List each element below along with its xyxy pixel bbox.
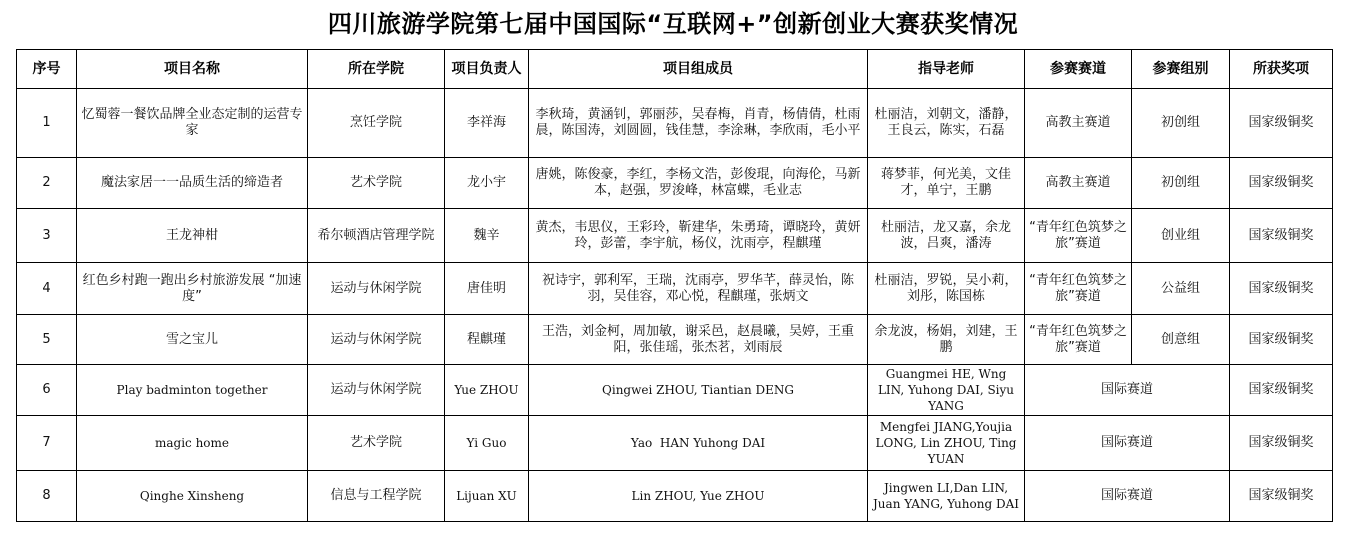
cell-leader: 程麒瑾	[445, 315, 529, 365]
cell-college: 艺术学院	[308, 416, 445, 471]
cell-advisors: Mengfei JIANG,Youjia LONG, Lin ZHOU, Ting YUAN	[868, 416, 1025, 471]
cell-project: magic home	[77, 416, 308, 471]
table-row	[17, 416, 1333, 471]
header-track: 参赛赛道	[1025, 50, 1132, 89]
cell-no: 8	[17, 471, 77, 522]
cell-award: 国家级铜奖	[1230, 263, 1333, 315]
cell-track: “青年红色筑梦之旅”赛道	[1025, 315, 1132, 365]
cell-advisors: 杜丽洁，刘朝文，潘静，王良云，陈实，石磊	[868, 89, 1025, 158]
table-row	[17, 209, 1333, 263]
cell-members: 李秋琦，黄涵钊，郭丽莎，吴春梅，肖青，杨倩倩，杜雨晨，陈国涛，刘圆圆，钱佳慧，李涂琳，李欣雨，毛小平	[529, 89, 868, 158]
cell-college: 烹饪学院	[308, 89, 445, 158]
cell-college: 信息与工程学院	[308, 471, 445, 522]
cell-college: 希尔顿酒店管理学院	[308, 209, 445, 263]
header-advisors: 指导老师	[868, 50, 1025, 89]
cell-award: 国家级铜奖	[1230, 158, 1333, 209]
cell-college: 艺术学院	[308, 158, 445, 209]
cell-track: “青年红色筑梦之旅”赛道	[1025, 263, 1132, 315]
cell-no: 7	[17, 416, 77, 471]
cell-group: 初创组	[1132, 158, 1230, 209]
cell-college: 运动与休闲学院	[308, 365, 445, 416]
cell-track: 高教主赛道	[1025, 89, 1132, 158]
cell-leader: Yi Guo	[445, 416, 529, 471]
cell-members: 唐姚，陈俊豪，李红，李杨文浩，彭俊琨，向海伦，马新本，赵强，罗浚峰，林富蝶，毛业志	[529, 158, 868, 209]
cell-track: 高教主赛道	[1025, 158, 1132, 209]
header-college: 所在学院	[308, 50, 445, 89]
table-row	[17, 89, 1333, 158]
cell-no: 5	[17, 315, 77, 365]
cell-project: Play badminton together	[77, 365, 308, 416]
cell-members: Qingwei ZHOU, Tiantian DENG	[529, 365, 868, 416]
cell-group: 公益组	[1132, 263, 1230, 315]
table-row	[17, 471, 1333, 522]
cell-project: Qinghe Xinsheng	[77, 471, 308, 522]
cell-award: 国家级铜奖	[1230, 209, 1333, 263]
cell-project: 王龙神柑	[77, 209, 308, 263]
cell-award: 国家级铜奖	[1230, 471, 1333, 522]
table-row	[17, 315, 1333, 365]
cell-leader: Yue ZHOU	[445, 365, 529, 416]
cell-leader: 龙小宇	[445, 158, 529, 209]
cell-award: 国家级铜奖	[1230, 315, 1333, 365]
cell-project: 忆蜀蓉一餐饮品牌全业态定制的运营专家	[77, 89, 308, 158]
cell-members: 祝诗宇，郭利军，王瑞，沈雨亭，罗华芊，薛灵怡，陈羽，吴佳容，邓心悦，程麒瑾，张炳文	[529, 263, 868, 315]
header-leader: 项目负责人	[445, 50, 529, 89]
cell-no: 3	[17, 209, 77, 263]
table-row	[17, 365, 1333, 416]
cell-college: 运动与休闲学院	[308, 263, 445, 315]
header-members: 项目组成员	[529, 50, 868, 89]
cell-leader: 唐佳明	[445, 263, 529, 315]
cell-project: 雪之宝儿	[77, 315, 308, 365]
table-header-row	[17, 50, 1333, 89]
cell-award: 国家级铜奖	[1230, 365, 1333, 416]
awards-table	[16, 49, 1333, 522]
header-group: 参赛组别	[1132, 50, 1230, 89]
cell-leader: 李祥海	[445, 89, 529, 158]
cell-group: 初创组	[1132, 89, 1230, 158]
cell-track: 国际赛道	[1025, 416, 1230, 471]
cell-award: 国家级铜奖	[1230, 416, 1333, 471]
cell-advisors: Guangmei HE, Wng LIN, Yuhong DAI, Siyu YANG	[868, 365, 1025, 416]
cell-project: 红色乡村跑一跑出乡村旅游发展 “加速度”	[77, 263, 308, 315]
cell-advisors: 杜丽洁，罗锐，吴小莉，刘彤，陈国栋	[868, 263, 1025, 315]
header-no: 序号	[17, 50, 77, 89]
cell-group: 创意组	[1132, 315, 1230, 365]
cell-advisors: 余龙波，杨娟，刘建，王鹏	[868, 315, 1025, 365]
cell-group: 创业组	[1132, 209, 1230, 263]
cell-no: 4	[17, 263, 77, 315]
header-project: 项目名称	[77, 50, 308, 89]
cell-track: “青年红色筑梦之旅”赛道	[1025, 209, 1132, 263]
cell-no: 1	[17, 89, 77, 158]
cell-advisors: 蒋梦菲，何光美，文佳才，单宁，王鹏	[868, 158, 1025, 209]
cell-members: 黄杰，韦思仪，王彩玲，靳建华，朱勇琦，谭晓玲，黄妍玲，彭蕾，李宇航，杨仪，沈雨亭，程麒瑾	[529, 209, 868, 263]
cell-college: 运动与休闲学院	[308, 315, 445, 365]
cell-track: 国际赛道	[1025, 365, 1230, 416]
cell-leader: 魏辛	[445, 209, 529, 263]
page-title: 四川旅游学院第七届中国国际“互联网+”创新创业大赛获奖情况	[327, 10, 1019, 38]
header-award: 所获奖项	[1230, 50, 1333, 89]
cell-project: 魔法家居一一品质生活的缔造者	[77, 158, 308, 209]
cell-advisors: 杜丽洁，龙又嘉，余龙波，吕爽，潘涛	[868, 209, 1025, 263]
cell-members: 王浩，刘金柯，周加敏，谢采邑，赵晨曦，吴婷，王重阳，张佳瑶，张杰茗，刘雨辰	[529, 315, 868, 365]
cell-members: Yao HAN Yuhong DAI	[529, 416, 868, 471]
table-row	[17, 263, 1333, 315]
cell-leader: Lijuan XU	[445, 471, 529, 522]
table-row	[17, 158, 1333, 209]
cell-advisors: Jingwen LI,Dan LIN, Juan YANG, Yuhong DAI	[868, 471, 1025, 522]
cell-no: 2	[17, 158, 77, 209]
cell-members: Lin ZHOU, Yue ZHOU	[529, 471, 868, 522]
cell-track: 国际赛道	[1025, 471, 1230, 522]
cell-award: 国家级铜奖	[1230, 89, 1333, 158]
cell-no: 6	[17, 365, 77, 416]
